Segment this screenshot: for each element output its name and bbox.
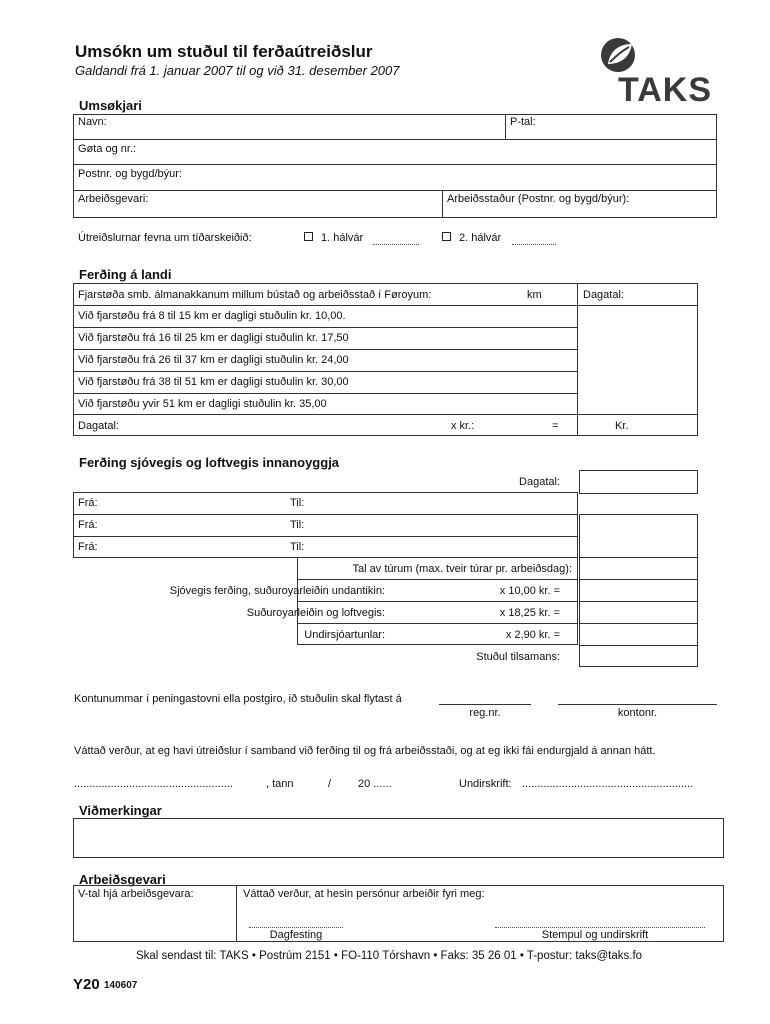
employer-input[interactable] <box>80 204 438 216</box>
taks-logo-text: TAKS <box>618 71 713 109</box>
form-code: Y20 <box>73 976 100 993</box>
reg-number-input[interactable] <box>440 690 530 704</box>
vtal-label: V-tal hjá arbeiðsgevara: <box>78 888 194 900</box>
stamp-label: Stempul og undirskrift <box>541 929 649 941</box>
reg-label: reg.nr. <box>469 707 501 719</box>
place-input[interactable] <box>74 766 259 780</box>
rate-row: Við fjarstøðu frá 38 til 51 km er dagligi stuðulin kr. 30,00 <box>78 376 349 388</box>
remarks-input[interactable] <box>75 820 722 856</box>
trips-label: Tal av túrum (max. tveir túrar pr. arbeiðsdag): <box>352 563 572 575</box>
sea-amount-input[interactable] <box>581 581 696 599</box>
name-label: Navn: <box>78 116 107 128</box>
sea-rate-label: x 10,00 kr. = <box>499 585 560 597</box>
street-input[interactable] <box>150 142 710 162</box>
to-input[interactable] <box>310 495 570 511</box>
vtal-input[interactable] <box>78 902 232 938</box>
half1-checkbox[interactable] <box>304 232 313 241</box>
air-amount-input[interactable] <box>581 603 696 621</box>
from-label: Frá: <box>78 519 98 531</box>
kr-label: Kr. <box>615 420 629 432</box>
air-rate-label: x 18,25 kr. = <box>499 607 560 619</box>
form-title: Umsókn um stuðul til ferðaútreiðslur <box>75 42 373 61</box>
rate-row: Við fjarstøðu frá 16 til 25 km er dagligi stuðulin kr. 17,50 <box>78 332 349 344</box>
km-label: km <box>527 289 542 301</box>
from-input[interactable] <box>105 495 280 511</box>
half1-label: 1. hálvár <box>321 232 364 244</box>
employer-heading: Arbeiðsgevari <box>79 872 166 887</box>
to-label: Til: <box>290 541 305 553</box>
date-label: Dagfesting <box>269 929 323 941</box>
bank-text: Kontunummar í peningastovni ella postgiro, ið stuðulin skal flytast á <box>74 693 402 705</box>
date-slash: / <box>328 778 332 790</box>
workplace-input[interactable] <box>449 204 711 216</box>
distance-label: Fjarstøða smb. álmanakkanum millum bústað og arbeiðsstað í Føroyum: <box>78 289 432 301</box>
tunnel-amount-input[interactable] <box>581 625 696 643</box>
sea-days-input[interactable] <box>581 472 696 492</box>
equals-label: = <box>552 420 559 432</box>
form-subtitle: Galdandi frá 1. januar 2007 til og við 31. desember 2007 <box>75 63 400 78</box>
postal-label: Postnr. og bygd/býur: <box>78 168 182 180</box>
total-label: Stuðul tilsamans: <box>476 651 560 663</box>
employer-label: Arbeiðsgevari: <box>78 193 149 205</box>
street-label: Gøta og nr.: <box>78 143 137 155</box>
from-input[interactable] <box>105 517 280 533</box>
from-label: Frá: <box>78 541 98 553</box>
route-days-box <box>579 514 698 558</box>
workplace-label: Arbeiðsstaður (Postnr. og bygd/býur): <box>447 193 630 205</box>
send-to-text: Skal sendast til: TAKS • Postrúm 2151 • FO-110 Tórshavn • Faks: 35 26 01 • T-postur: taks@taks.fo <box>135 950 643 962</box>
employer-date-input[interactable] <box>249 912 343 926</box>
day-month-input[interactable] <box>298 766 326 780</box>
place-dots: .................................................... <box>74 778 233 790</box>
signature-label: Undirskrift: <box>459 778 512 790</box>
total-input[interactable] <box>581 647 696 665</box>
account-label: kontonr. <box>617 707 658 719</box>
land-days-label: Dagatal: <box>583 289 624 301</box>
to-label: Til: <box>290 519 305 531</box>
confirm-label: Váttað verður, at hesin persónur arbeiðir fyri meg: <box>243 888 485 900</box>
applicant-heading: Umsøkjari <box>79 98 142 113</box>
sea-heading: Ferðing sjóvegis og loftvegis innanoyggja <box>79 455 340 470</box>
distance-km-input[interactable] <box>460 287 520 303</box>
period-label: Útreiðslurnar fevna um tíðarskeiðið: <box>78 232 252 244</box>
land-heading: Ferðing á landi <box>79 267 172 282</box>
leaf-logo-icon <box>598 36 638 74</box>
to-input[interactable] <box>310 517 570 533</box>
calc-rate-input[interactable] <box>478 417 548 433</box>
account-number-input[interactable] <box>560 690 715 704</box>
ptal-label: P-tal: <box>510 116 536 128</box>
rate-row: Við fjarstøðu frá 8 til 15 km er dagligi stuðulin kr. 10,00. <box>78 310 346 322</box>
calc-days-input[interactable] <box>125 417 440 433</box>
land-days-count-input[interactable] <box>579 307 696 413</box>
air-route-label: Suðuroyarleiðin og loftvegis: <box>246 607 385 619</box>
tunnel-rate-label: x 2,90 kr. = <box>505 629 560 641</box>
ptal-input[interactable] <box>512 126 712 138</box>
half2-checkbox[interactable] <box>442 232 451 241</box>
calc-days-label: Dagatal: <box>78 420 119 432</box>
name-input[interactable] <box>80 126 500 138</box>
remarks-heading: Viðmerkingar <box>79 803 162 818</box>
sea-days-label: Dagatal: <box>519 476 560 488</box>
from-input[interactable] <box>105 539 280 555</box>
x-kr-label: x kr.: <box>451 420 475 432</box>
rate-row: Við fjarstøðu frá 26 til 37 km er dagligi stuðulin kr. 24,00 <box>78 354 349 366</box>
to-label: Til: <box>290 497 305 509</box>
land-total-input[interactable] <box>632 417 696 433</box>
tunnel-label: Undirsjóartunlar: <box>304 629 385 641</box>
signature-dots: ........................................................ <box>522 778 694 790</box>
declaration-text: Váttað verður, at eg havi útreiðslur í samband við ferðing til og frá arbeiðsstaði, og at eg ikki fái endurgjald á annan hátt. <box>74 745 656 757</box>
rate-row: Við fjarstøðu yvir 51 km er dagligi stuðulin kr. 35,00 <box>78 398 327 410</box>
half2-label: 2. hálvár <box>459 232 502 244</box>
from-label: Frá: <box>78 497 98 509</box>
trips-input[interactable] <box>581 559 696 577</box>
to-input[interactable] <box>310 539 570 555</box>
date-tann-label: , tann <box>266 778 294 790</box>
year-label: 20 ...... <box>358 778 392 790</box>
stamp-signature-input[interactable] <box>495 912 705 926</box>
land-days-input[interactable] <box>630 287 696 303</box>
sea-route-label: Sjóvegis ferðing, suðuroyarleiðin undantikin: <box>169 585 385 597</box>
signature-input[interactable] <box>522 766 717 780</box>
form-version: 140607 <box>104 980 138 991</box>
postal-input[interactable] <box>195 167 710 187</box>
